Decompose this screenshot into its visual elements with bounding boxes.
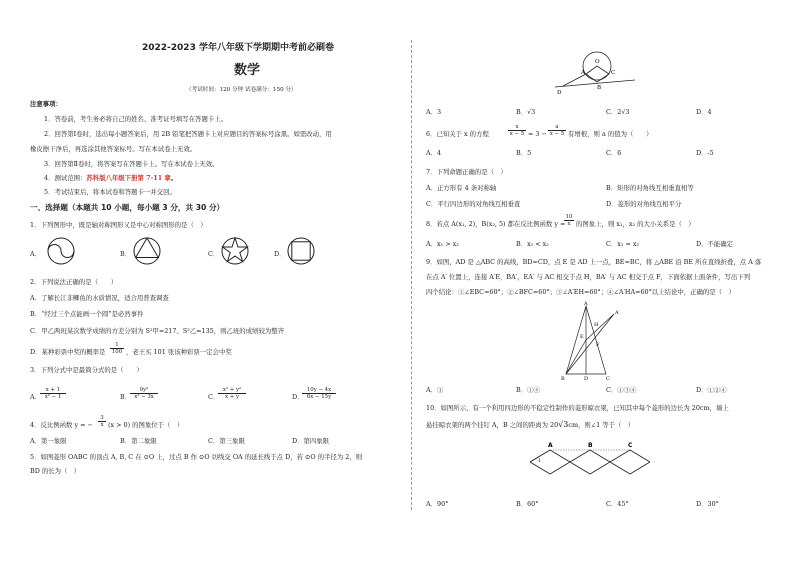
q2-stem: 2．下列说法正确的是（ ） (30, 278, 118, 286)
q5-label-o: O (595, 59, 600, 65)
q9-option-c: C．①③④ (606, 386, 637, 394)
q9-label-d: D (584, 376, 589, 382)
q1-fig-b-circle-triangle (132, 236, 162, 266)
q9-stem-line3: 四个结论：①∠EBC=60°；②∠BFC=60°；③∠A′EH=60°；④∠A′HA=60°以上结论中，正确的是（ ） (426, 288, 735, 296)
note-2: 2．回答第Ⅰ卷时，选出每小题答案后，用 2B 铅笔把答题卡上对应题目的答案标号涂黑。如需改动，用 (44, 130, 332, 138)
q3-b-den: x² − 3x (134, 394, 154, 400)
q3-d-den: 6x − 15y (306, 394, 332, 400)
q6-option-d: D．-5 (696, 149, 714, 157)
q10-stem-line2-c: cm，则∠1 等于（ ） (568, 421, 635, 429)
q5-stem-line1: 5．如图菱形 OABC 的顶点 A, B, C 在 ⊙O 上，过点 B 作 ⊙O 切线交 OA 的延长线于点 D，若 ⊙O 的半径为 2，则 (30, 453, 363, 461)
q5-option-a: A．3 (426, 108, 442, 116)
q6-stem-part2: 有增根，则 a 的值为（ ） (568, 130, 653, 138)
q8-stem-part2: 的图象上，则 x₁，x₂ 的大小关系是（ ） (576, 220, 695, 228)
q10-figure (520, 440, 660, 484)
q3-stem: 3．下列分式中是最简分式的是（ ） (30, 366, 143, 374)
q8-option-c: C．x₁ = x₂ (606, 240, 640, 248)
q3-option-b-label: B． (120, 393, 132, 401)
note-4 (44, 174, 177, 182)
q9-label-h: H (594, 322, 599, 328)
section-heading: 一、选择题（本题共 10 小题，每小题 3 分，共 30 分） (30, 203, 225, 212)
q9-label-b: B (561, 376, 565, 382)
q6-fraction-2 (548, 124, 566, 137)
q9-label-f: F (596, 342, 600, 348)
q8-option-b: B．x₁ < x₂ (516, 240, 549, 248)
q10-label-angle: 1 (538, 458, 542, 464)
q5-stem-line2: BD 的长为（ ） (30, 467, 81, 475)
q6-d1: x − 5 (509, 131, 525, 137)
q4-option-d: D．第四象限 (292, 437, 330, 445)
q6-mid: = 3 − (528, 130, 547, 138)
q1-option-b: B． (120, 250, 132, 258)
q7-stem: 7．下列命题正确的是（ ） (426, 168, 507, 176)
subject-title: 数学 (234, 63, 261, 78)
q6-d2: x − 5 (549, 131, 565, 137)
exam-info: （考试时间：120 分钟 试卷满分：150 分） (186, 87, 297, 93)
q8-fraction (564, 214, 574, 227)
exam-title: 2022-2023 学年八年级下学期期中考前必刷卷 (142, 43, 334, 53)
q10-stem-line2-a: 悬挂晾衣架的两个挂钉 A，B 之间的距离为 20 (426, 421, 559, 429)
q10-stem-line1: 10．如图所示，有一个利用四边形的不稳定性制作的菱形晾衣架，已知其中每个菱形的边长为 20cm，墙上 (426, 404, 729, 412)
q3-option-c-fraction (218, 387, 246, 400)
q2-option-d-part2: ，老王买 101 张该种彩票一定会中奖 (126, 348, 232, 356)
q6-n1: x (508, 124, 526, 131)
q10-stem-line2 (426, 421, 634, 429)
q5-option-c: C．2√3 (606, 108, 630, 116)
q8-option-a: A．x₁ > x₂ (426, 240, 459, 248)
q9-option-a: A．① (426, 386, 444, 394)
q10-stem-sqrt: √3 (558, 420, 569, 429)
note-4-range: 苏科版八年级下册第 7-11 章。 (86, 174, 178, 182)
q3-c-num: x² + y² (218, 387, 246, 394)
q5-label-b: B (597, 85, 602, 91)
q4-option-c: C．第三象限 (208, 437, 245, 445)
q8-num: 10 (565, 214, 573, 220)
q2-option-b: B．“经过三个点能画一个圆”是必然事件 (30, 310, 144, 318)
q2-option-d-part1: D．某种彩票中奖的概率是 (30, 348, 106, 356)
q2-option-a: A．了解长江非鲫鱼的水质情况，适合用普查调查 (30, 294, 169, 302)
q8-stem-part1: 8．若点 A(x₁, 2)，B(x₂, 5) 都在反比例函数 y = (426, 220, 566, 228)
q4-fraction (98, 415, 106, 428)
q5-label-c: C (611, 70, 616, 76)
note-3: 3．回答第Ⅱ卷时，将答案写在答题卡上。写在本试卷上无效。 (44, 160, 219, 168)
q3-option-b-fraction (130, 387, 158, 400)
q1-fig-d-circle-square (286, 236, 316, 266)
q1-stem: 1．下列图形中，既是轴对称图形又是中心对称图形的是（ ） (30, 221, 207, 229)
q3-option-d-label: D． (292, 393, 304, 401)
q8-option-d: D．不能确定 (696, 240, 734, 248)
q1-option-c: C． (208, 250, 220, 258)
q7-option-d: D．菱形的对角线互相平分 (606, 200, 682, 208)
q9-label-c: C (606, 376, 610, 382)
q9-option-d: D．①②④ (696, 386, 727, 394)
q3-option-a-fraction (40, 387, 66, 400)
q9-option-b: B．①④ (516, 386, 540, 394)
q5-option-d: D．4 (696, 108, 712, 116)
notes-heading: 注意事项： (30, 100, 62, 108)
q2-fraction-den: 100 (111, 349, 123, 355)
q1-option-d: D． (274, 250, 286, 258)
q1-fig-a-yinyang (46, 236, 76, 266)
q10-option-d: D．30° (696, 500, 719, 508)
q3-b-num: 9y² (130, 387, 158, 394)
q7-option-a: A．正方形有 4 条对称轴 (426, 184, 497, 192)
q10-option-c: C．45° (606, 500, 629, 508)
q3-c-den: x + y (224, 394, 240, 400)
q9-stem-line1: 9．如图，AD 是 △ABC 的高线，BD=CD，点 E 是 AD 上一点，BE=BC，将 △ABE 沿 BE 所在直线折叠，点 A 落 (426, 258, 762, 266)
q10-option-b: B．60° (516, 500, 539, 508)
q4-num: 3 (98, 415, 106, 422)
q4-option-a: A．第一象限 (30, 437, 67, 445)
q9-stem-line2: 在点 A′ 位置上，连接 A′E，BA′，EA′ 与 AC 相交于点 H，BA′ 与 AC 相交于点 F，下面依据上面条件，写出下列 (426, 273, 751, 281)
q7-option-c: C．平行四边形的对角线互相垂直 (426, 200, 521, 208)
q9-label-e: E (580, 334, 584, 340)
q6-option-a: A．4 (426, 149, 442, 157)
q1-option-a: A． (30, 250, 42, 258)
column-divider (411, 40, 412, 510)
q10-option-a: A．90° (426, 500, 449, 508)
q9-figure (560, 302, 640, 382)
q1-fig-c-circle-star (220, 236, 250, 266)
q2-option-c: C．甲乙两班某次数学成绩的方差分别为 S²甲=217、S²乙=135，则乙班的成绩较为整齐 (30, 327, 285, 335)
note-2-cont: 橡皮擦干净后，再选涂其他答案标号。写在本试卷上无效。 (30, 145, 197, 153)
q3-a-num: x + 1 (40, 387, 66, 394)
q10-label-c: C (628, 442, 633, 449)
q6-option-c: C．6 (606, 149, 622, 157)
q7-option-b: B．矩形的对角线互相垂直相等 (606, 184, 694, 192)
q4-option-b: B．第二象限 (120, 437, 157, 445)
q6-option-b: B．5 (516, 149, 532, 157)
q10-label-a: A (548, 442, 553, 449)
q6-stem-part1: 6．已知关于 x 的方程 (426, 130, 489, 138)
q5-label-d: D (557, 90, 562, 96)
q6-n2: a (548, 124, 566, 131)
q9-label-a-prime: A′ (615, 310, 620, 316)
q4-stem-part2: (x > 0) 的图象位于（ ） (108, 421, 184, 429)
q5-label-a: A (581, 70, 586, 76)
note-4-label: 4．测试范围： (44, 174, 87, 182)
q2-fraction (110, 342, 124, 355)
q5-option-b: B．√3 (516, 108, 536, 116)
q4-stem-part1: 4．反比例函数 y = − (30, 421, 93, 429)
q2-fraction-num: 1 (110, 342, 124, 349)
q3-d-num: 10y − 4x (302, 387, 336, 394)
q3-a-den: x² − 1 (44, 394, 62, 400)
q5-figure (555, 50, 645, 95)
note-5: 5．考试结束后，将本试卷和答题卡一并交回。 (44, 188, 176, 196)
q8-den: x (567, 221, 571, 227)
note-1: 1．答卷前，考生务必将自己的姓名、准考证号填写在答题卡上。 (44, 115, 228, 123)
q9-label-a: A (584, 301, 588, 307)
q10-label-b: B (588, 442, 593, 449)
q6-fraction-1 (508, 124, 526, 137)
q4-den: x (100, 422, 104, 428)
q3-option-a-label: A． (30, 393, 42, 401)
q3-option-c-label: C． (208, 393, 220, 401)
q3-option-d-fraction (302, 387, 336, 400)
